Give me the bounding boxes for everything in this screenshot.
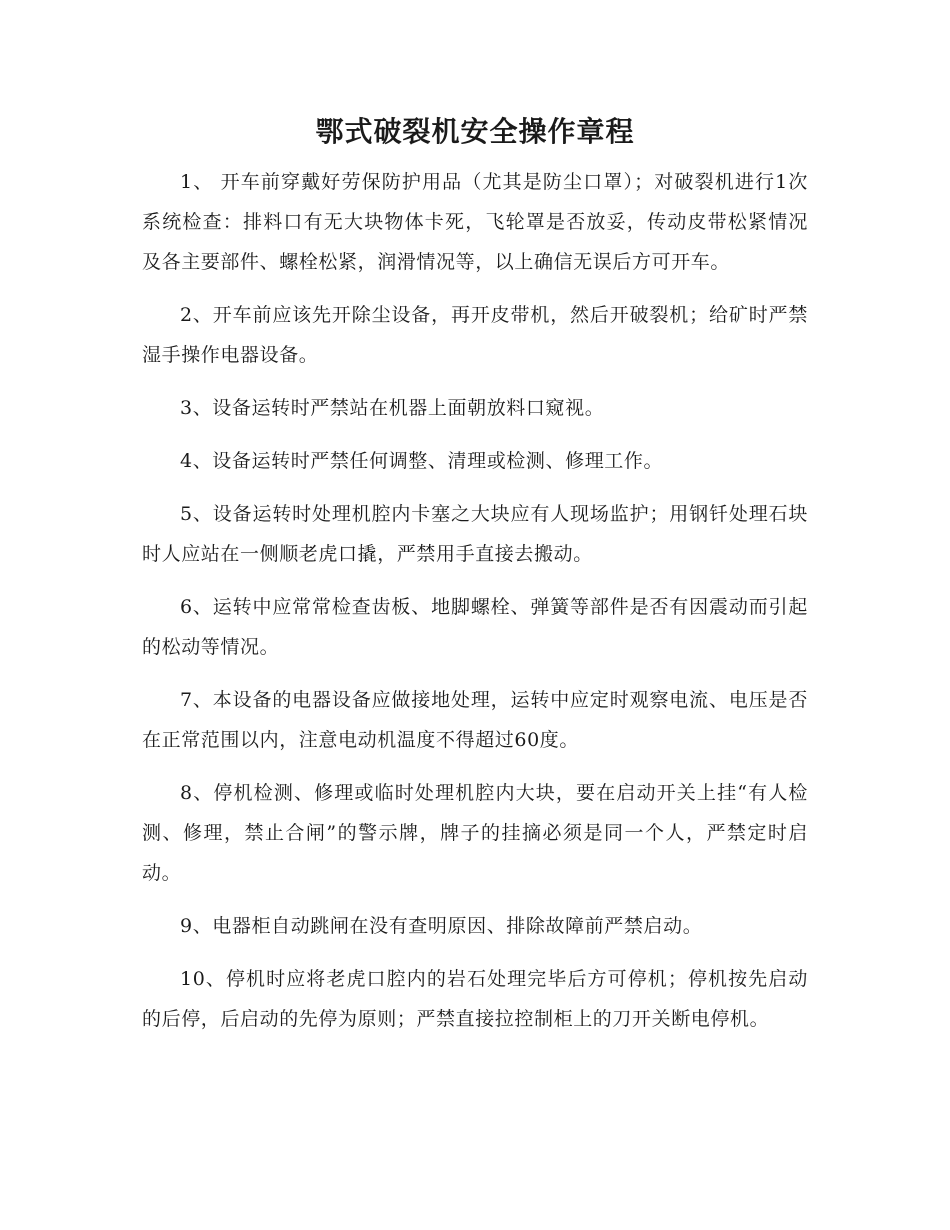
paragraph-6: 6、运转中应常常检查齿板、地脚螺栓、弹簧等部件是否有因震动而引起的松动等情况。	[142, 596, 808, 658]
paragraph-4: 4、设备运转时严禁任何调整、清理或检测、修理工作。	[180, 450, 664, 472]
paragraph-2: 2、开车前应该先开除尘设备，再开皮带机，然后开破裂机；给矿时严禁湿手操作电器设备。	[142, 304, 808, 366]
paragraph-1: 1、 开车前穿戴好劳保防护用品（尤其是防尘口罩）；对破裂机进行1次系统检查：排料口有无大块物体卡死，飞轮罩是否放妥，传动皮带松紧情况及各主要部件、螺栓松紧，润滑情况等，以上确信无误后方可开车。	[142, 171, 808, 273]
document-page	[142, 108, 808, 1052]
paragraph-5: 5、设备运转时处理机腔内卡塞之大块应有人现场监护；用钢钎处理石块时人应站在一侧顺老虎口撬，严禁用手直接去搬动。	[142, 503, 808, 565]
paragraph-9: 9、电器柜自动跳闸在没有查明原因、排除故障前严禁启动。	[180, 915, 703, 937]
paragraph-8: 8、停机检测、修理或临时处理机腔内大块，要在启动开关上挂“有人检测、修理，禁止合闸”的警示牌，牌子的挂摘必须是同一个人，严禁定时启动。	[142, 782, 808, 884]
document-title: 鄂式破裂机安全操作章程	[315, 115, 635, 148]
paragraph-7: 7、本设备的电器设备应做接地处理，运转中应定时观察电流、电压是否在正常范围以内，注意电动机温度不得超过60度。	[142, 689, 808, 751]
paragraph-3: 3、设备运转时严禁站在机器上面朝放料口窥视。	[180, 397, 605, 419]
paragraph-10: 10、停机时应将老虎口腔内的岩石处理完毕后方可停机；停机按先启动的后停，后启动的先停为原则；严禁直接拉控制柜上的刀开关断电停机。	[142, 968, 808, 1030]
